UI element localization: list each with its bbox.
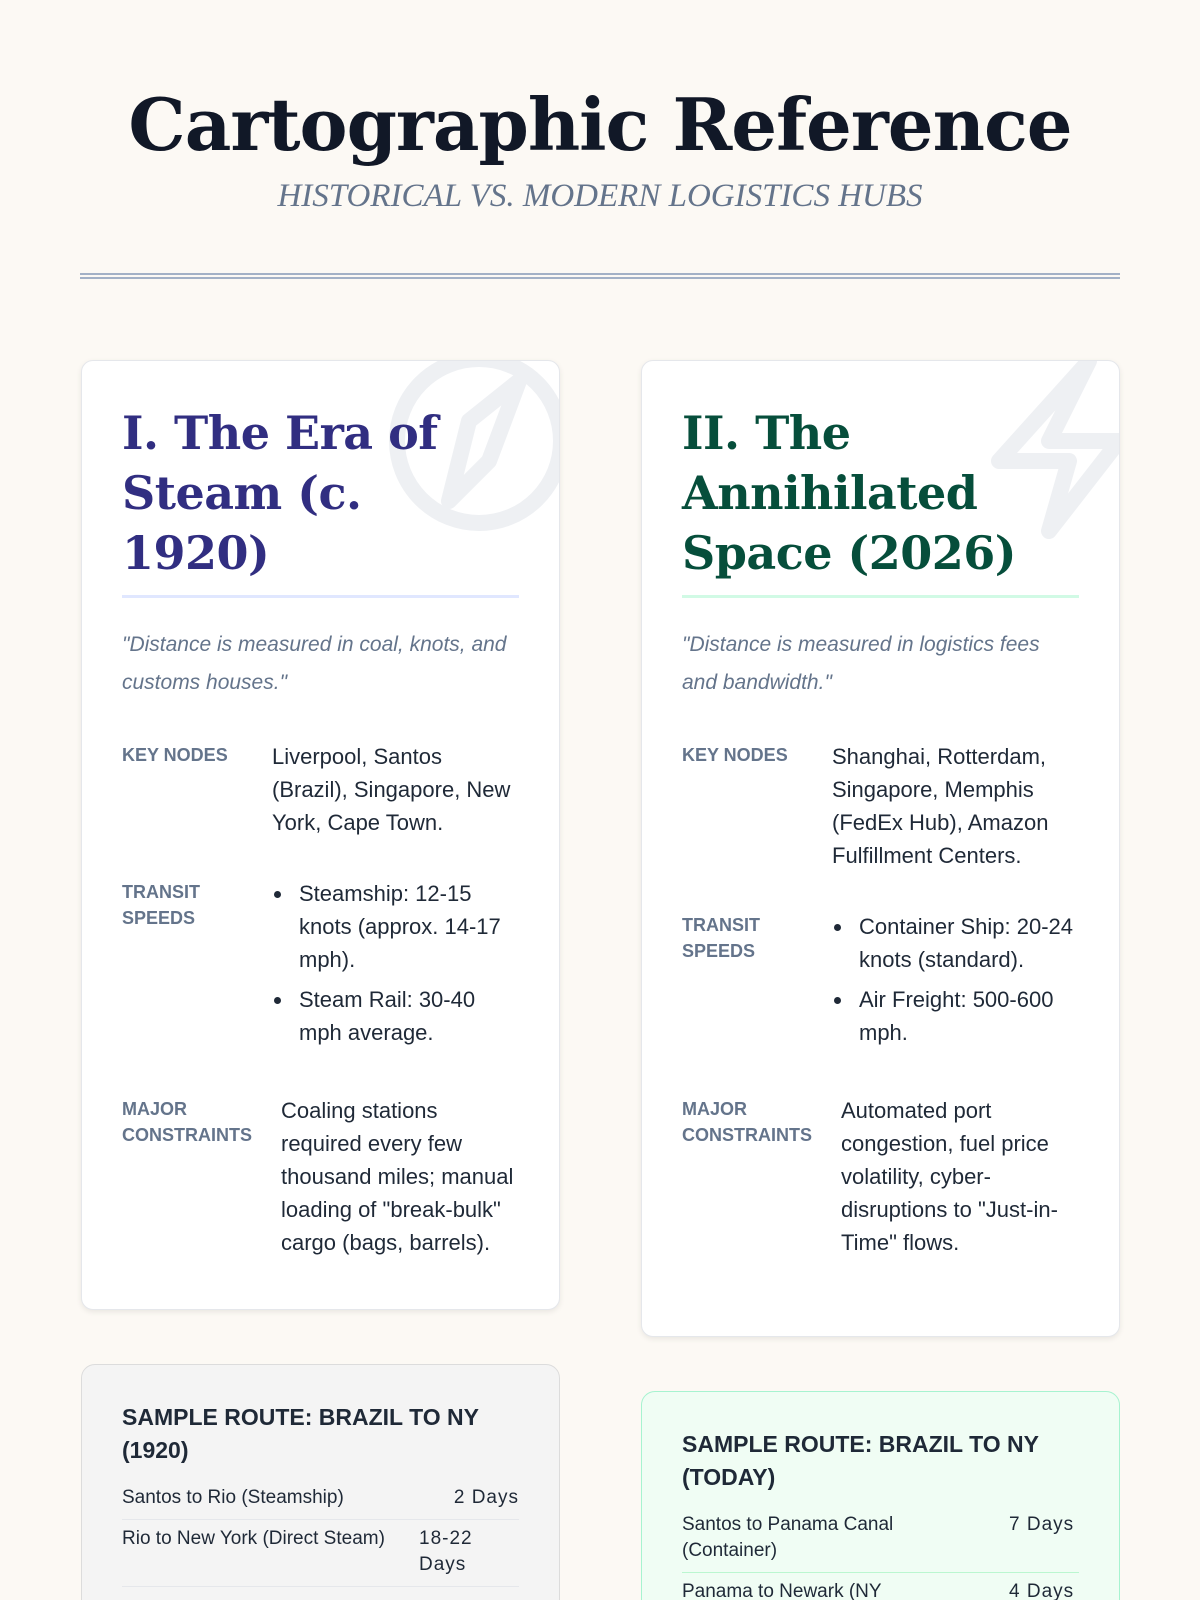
constraints-value: Coaling stations required every few thousand miles; manual loading of "break-bulk" cargo (bags, barrels). — [281, 1098, 514, 1255]
route-duration: 4 Days — [1009, 1581, 1075, 1600]
list-item: Steamship: 12-15 knots (approx. 14-17 mph). — [272, 877, 519, 976]
route-title: SAMPLE ROUTE: BRAZIL TO NY (TODAY) — [682, 1431, 1039, 1490]
card-title: I. The Era of Steam (c. 1920) — [122, 403, 519, 598]
route-leg: Rio to New York (Direct Steam) — [122, 1528, 385, 1549]
key-nodes-label: KEY NODES — [122, 745, 228, 765]
table-row — [682, 1506, 1079, 1573]
route-leg: Santos to Panama Canal (Container) — [682, 1514, 894, 1561]
constraints-value: Automated port congestion, fuel price volatility, cyber-disruptions to "Just-in-Time" flows. — [841, 1098, 1058, 1255]
modern-era-card — [641, 360, 1120, 1337]
page-subtitle: HISTORICAL VS. MODERN LOGISTICS HUBS — [277, 178, 923, 214]
list-item: Steam Rail: 30-40 mph average. — [272, 983, 519, 1049]
route-duration: 7 Days — [1009, 1514, 1075, 1535]
card-quote: "Distance is measured in coal, knots, and customs houses." — [122, 633, 507, 694]
transit-speeds-list — [272, 877, 519, 1049]
transit-speeds-label: TRANSIT SPEEDS — [682, 915, 760, 961]
header-divider — [80, 273, 1120, 279]
transit-speeds-value — [272, 877, 519, 1056]
key-nodes-row — [682, 740, 1079, 872]
key-nodes-row — [122, 740, 519, 839]
route-today-box — [641, 1391, 1120, 1600]
route-title: SAMPLE ROUTE: BRAZIL TO NY (1920) — [122, 1404, 479, 1463]
page-title: Cartographic Reference — [128, 82, 1072, 167]
transit-speeds-value — [832, 910, 1079, 1056]
steam-era-card — [81, 360, 560, 1310]
key-nodes-value: Liverpool, Santos (Brazil), Singapore, New York, Cape Town. — [272, 744, 511, 835]
route-duration: 2 Days — [453, 1487, 519, 1508]
table-row — [122, 1520, 519, 1587]
route-1920-box — [81, 1364, 560, 1600]
card-title: II. The Annihilated Space (2026) — [682, 403, 1079, 598]
key-nodes-value: Shanghai, Rotterdam, Singapore, Memphis (FedEx Hub), Amazon Fulfillment Centers. — [832, 744, 1049, 868]
route-leg: Panama to Newark (NY — [682, 1581, 882, 1600]
table-row — [122, 1479, 519, 1520]
key-nodes-label: KEY NODES — [682, 745, 788, 765]
transit-speeds-label: TRANSIT SPEEDS — [122, 882, 200, 928]
transit-speeds-list — [832, 910, 1079, 1049]
route-duration: 18-22 Days — [419, 1528, 473, 1575]
page-header — [0, 0, 1200, 215]
constraints-row — [682, 1094, 1079, 1259]
list-item: Container Ship: 20-24 knots (standard). — [832, 910, 1079, 976]
constraints-label: MAJOR CONSTRAINTS — [682, 1099, 812, 1145]
transit-speeds-row — [122, 877, 519, 1056]
list-item: Air Freight: 500-600 mph. — [832, 983, 1079, 1049]
constraints-row — [122, 1094, 519, 1259]
route-leg: Santos to Rio (Steamship) — [122, 1487, 344, 1508]
table-row — [682, 1573, 1079, 1600]
transit-speeds-row — [682, 910, 1079, 1056]
constraints-label: MAJOR CONSTRAINTS — [122, 1099, 252, 1145]
card-quote: "Distance is measured in logistics fees and bandwidth." — [682, 633, 1040, 694]
